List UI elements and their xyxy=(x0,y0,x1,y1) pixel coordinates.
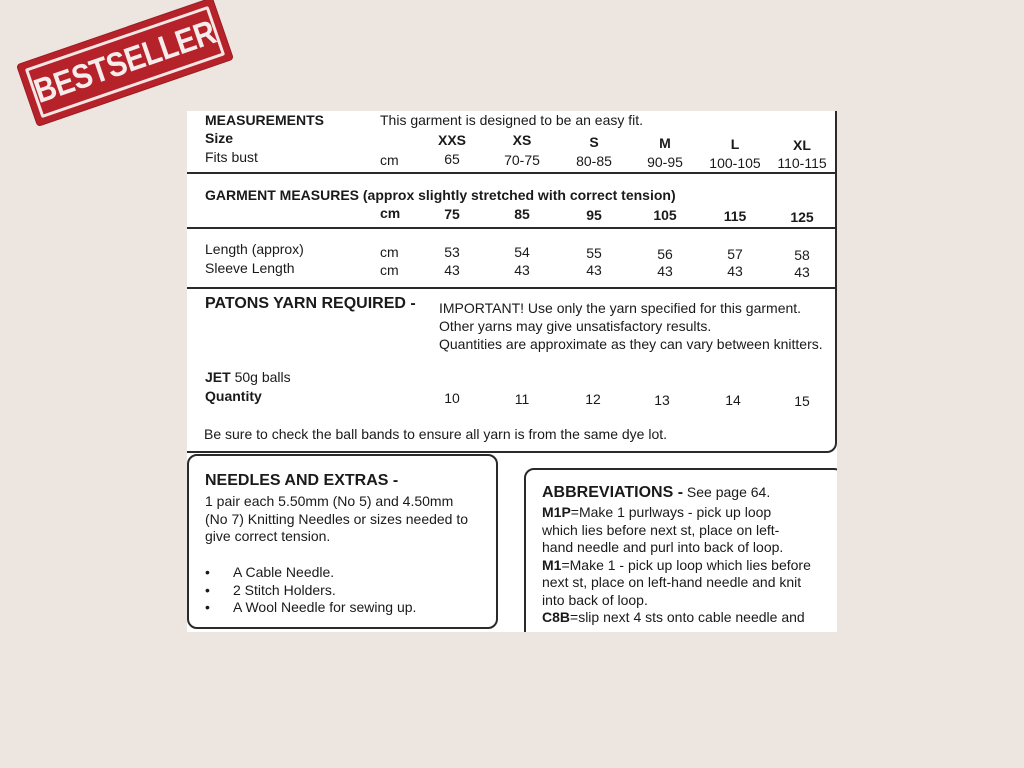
length-s: 55 xyxy=(586,245,602,261)
needles-line: 1 pair each 5.50mm (No 5) and 4.50mm xyxy=(205,493,454,509)
list-item xyxy=(205,564,416,582)
list-item-label: A Cable Needle. xyxy=(233,564,335,580)
length-m: 56 xyxy=(657,246,673,262)
needles-line: give correct tension. xyxy=(205,528,331,544)
size-xs: XS xyxy=(512,132,532,148)
abbreviation-key: M1 xyxy=(542,556,562,573)
abbreviations-text xyxy=(542,504,811,627)
bullet-icon: • xyxy=(205,599,210,615)
sleeve-l: 43 xyxy=(727,263,743,279)
extras-list xyxy=(205,564,416,617)
sleeve-label: Sleeve Length xyxy=(205,260,295,276)
length-xxs: 53 xyxy=(444,244,460,260)
abbreviation-m1 xyxy=(542,557,811,575)
needles-text xyxy=(205,493,468,546)
garment-l: 115 xyxy=(723,208,747,224)
bust-m: 90-95 xyxy=(647,154,683,170)
jet-label xyxy=(205,369,291,385)
abbreviation-line: which lies before next st, place on left- xyxy=(542,521,780,538)
list-item xyxy=(205,582,416,600)
garment-unit: cm xyxy=(380,205,401,221)
abbreviation-line: hand needle and purl into back of loop. xyxy=(542,539,784,555)
length-unit: cm xyxy=(380,244,399,260)
stamp-text: BESTSELLER xyxy=(29,12,221,111)
list-item xyxy=(205,599,416,617)
fits-bust-label: Fits bust xyxy=(205,149,258,165)
quantity-label: Quantity xyxy=(205,388,262,404)
size-l: L xyxy=(730,136,740,152)
yarn-warning: Other yarns may give unsatisfactory results. xyxy=(439,318,712,334)
yarn-important: IMPORTANT! Use only the yarn specified for this garment. xyxy=(439,300,802,316)
quantity-xs: 11 xyxy=(514,391,530,407)
sleeve-xl: 43 xyxy=(794,264,810,280)
needles-line: (No 7) Knitting Needles or sizes needed to xyxy=(205,510,469,527)
garment-xl: 125 xyxy=(790,209,814,225)
abbreviations-title: ABBREVIATIONS - xyxy=(542,484,684,501)
size-label: Size xyxy=(205,130,234,146)
abbreviation-c8b xyxy=(542,609,811,627)
bullet-icon: • xyxy=(205,564,210,580)
pattern-page xyxy=(187,111,837,632)
garment-s: 95 xyxy=(586,207,602,223)
abbreviation-key: C8B xyxy=(542,609,571,625)
abbreviation-definition: =Make 1 purlways - pick up loop xyxy=(570,504,772,520)
quantity-s: 12 xyxy=(585,391,601,407)
garment-m: 105 xyxy=(653,207,677,223)
garment-title: GARMENT MEASURES (approx slightly stretched with correct tension) xyxy=(205,187,676,203)
stamp-border xyxy=(25,6,225,118)
bust-l: 100-105 xyxy=(709,155,761,171)
length-l: 57 xyxy=(727,246,743,262)
bust-xs: 70-75 xyxy=(504,152,540,168)
quantity-xxs: 10 xyxy=(444,390,460,406)
garment-xxs: 75 xyxy=(444,206,460,222)
abbreviation-key: M1P xyxy=(542,504,571,520)
size-xl: XL xyxy=(793,137,811,153)
abbreviation-definition: =Make 1 - pick up loop which lies before xyxy=(561,556,811,573)
list-item-label: 2 Stitch Holders. xyxy=(233,581,336,598)
bust-s: 80-85 xyxy=(576,153,612,169)
jet-weight: 50g balls xyxy=(230,369,291,385)
length-label: Length (approx) xyxy=(205,241,304,257)
abbreviations-heading xyxy=(542,484,770,502)
garment-xs: 85 xyxy=(514,206,530,222)
sleeve-xxs: 43 xyxy=(444,262,460,278)
length-xs: 54 xyxy=(514,244,530,260)
size-xxs: XXS xyxy=(437,132,466,148)
dye-lot-note: Be sure to check the ball bands to ensure all yarn is from the same dye lot. xyxy=(204,426,668,442)
list-item-label: A Wool Needle for sewing up. xyxy=(233,599,417,615)
quantity-l: 14 xyxy=(725,392,741,408)
bust-xxs: 65 xyxy=(444,151,460,167)
quantity-xl: 15 xyxy=(794,393,810,409)
abbreviation-m1p xyxy=(542,504,811,522)
sleeve-xs: 43 xyxy=(514,262,530,278)
sleeve-m: 43 xyxy=(657,263,673,279)
abbreviation-definition: =slip next 4 sts onto cable needle and xyxy=(570,609,805,625)
bust-unit: cm xyxy=(380,152,399,168)
needles-title: NEEDLES AND EXTRAS - xyxy=(205,472,399,489)
bullet-icon: • xyxy=(205,581,210,598)
sleeve-unit: cm xyxy=(380,262,399,278)
length-xl: 58 xyxy=(794,247,810,263)
bust-xl: 110-115 xyxy=(777,155,827,171)
abbreviation-line: into back of loop. xyxy=(542,591,648,608)
size-s: S xyxy=(589,134,599,150)
size-m: M xyxy=(659,135,671,151)
quantity-m: 13 xyxy=(654,392,670,408)
abbreviation-line: next st, place on left-hand needle and knit xyxy=(542,574,802,590)
yarn-title: PATONS YARN REQUIRED - xyxy=(205,295,416,312)
measurements-title: MEASUREMENTS xyxy=(205,112,325,128)
abbreviations-see-page: See page 64. xyxy=(683,484,771,500)
measurements-note: This garment is designed to be an easy fit. xyxy=(380,112,644,128)
jet-brand: JET xyxy=(205,369,231,385)
yarn-quantities-note: Quantities are approximate as they can vary between knitters. xyxy=(439,336,823,352)
bestseller-stamp xyxy=(17,0,233,126)
sleeve-s: 43 xyxy=(586,262,602,278)
